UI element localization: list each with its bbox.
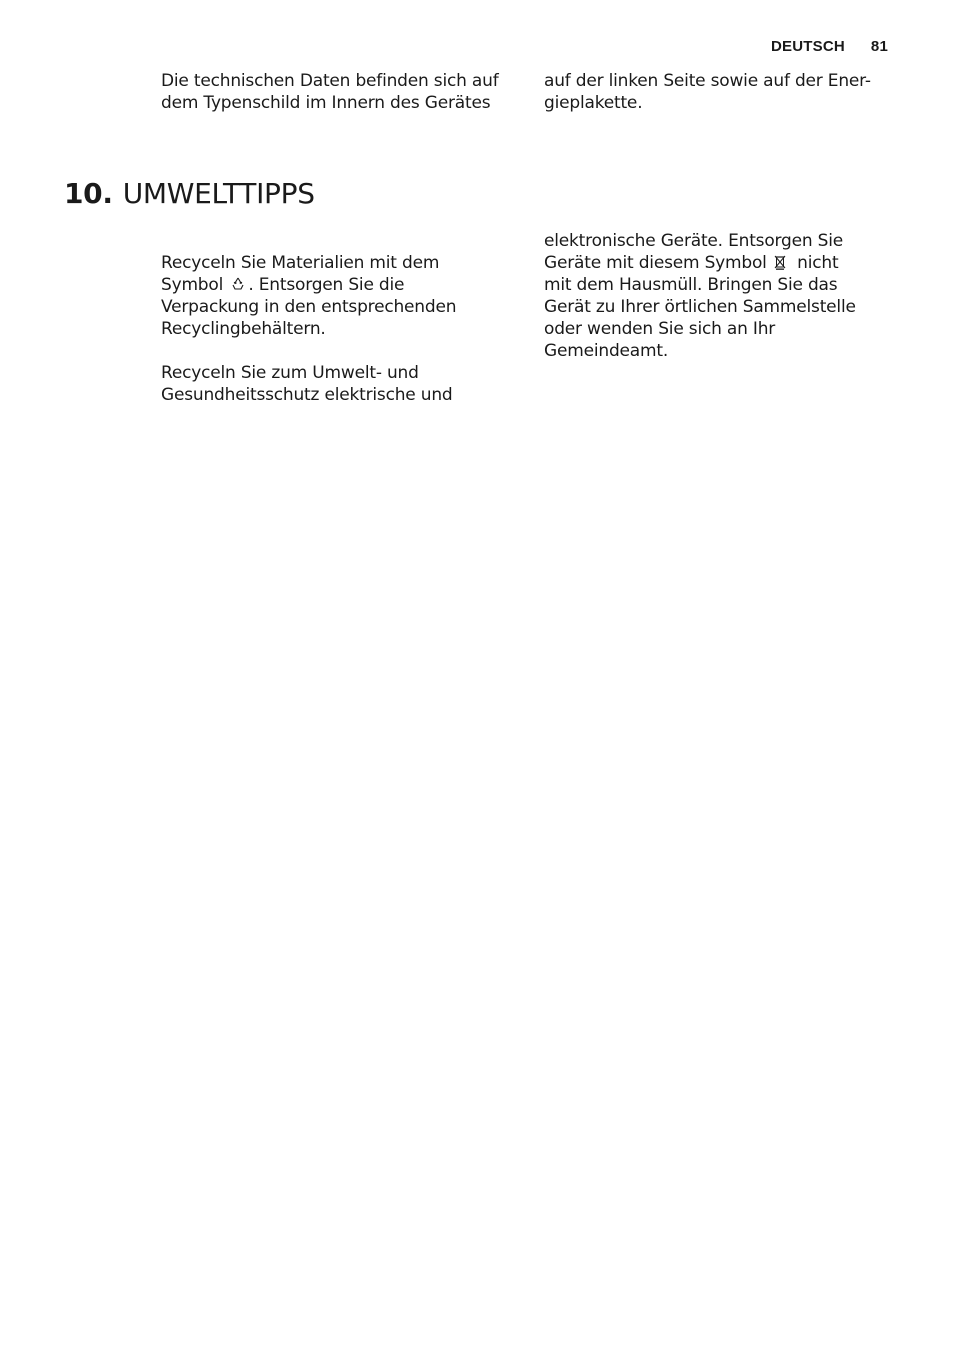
environment-right-after: nicht mit dem Hausmüll. Bringen Sie das Gerät zu Ihrer örtlichen Sammelstelle oder wenden Sie sich an Ihr Gemeindeamt. xyxy=(544,253,856,361)
environment-paragraph-2: Recyceln Sie zum Umwelt- und Gesundheitsschutz elektrische und xyxy=(161,363,453,405)
intro-text-left: Die technischen Daten befinden sich auf dem Typenschild im Innern des Gerätes xyxy=(161,71,499,113)
section-title: UMWELTTIPPS xyxy=(122,177,315,210)
environment-right-before: elektronische Geräte. Entsorgen Sie Geräte mit diesem Symbol xyxy=(544,231,844,273)
crossed-out-bin-icon xyxy=(774,254,790,270)
page-header xyxy=(771,38,888,55)
environment-paragraph-1 xyxy=(161,252,531,340)
environment-p1-before: Recyceln Sie Materialien mit dem Symbol xyxy=(161,253,440,295)
environment-text-left xyxy=(161,230,531,428)
section-number: 10. xyxy=(64,177,113,210)
environment-text-right xyxy=(544,230,904,362)
section-heading xyxy=(64,174,315,214)
intro-text-right: auf der linken Seite sowie auf der Ener- gieplakette. xyxy=(544,71,871,113)
header-language: DEUTSCH xyxy=(771,38,845,55)
recycle-icon xyxy=(230,276,246,292)
environment-p1-after: . Entsorgen Sie die Verpackung in den entsprechenden Recyclingbehältern. xyxy=(161,275,457,339)
page-number: 81 xyxy=(870,38,888,55)
